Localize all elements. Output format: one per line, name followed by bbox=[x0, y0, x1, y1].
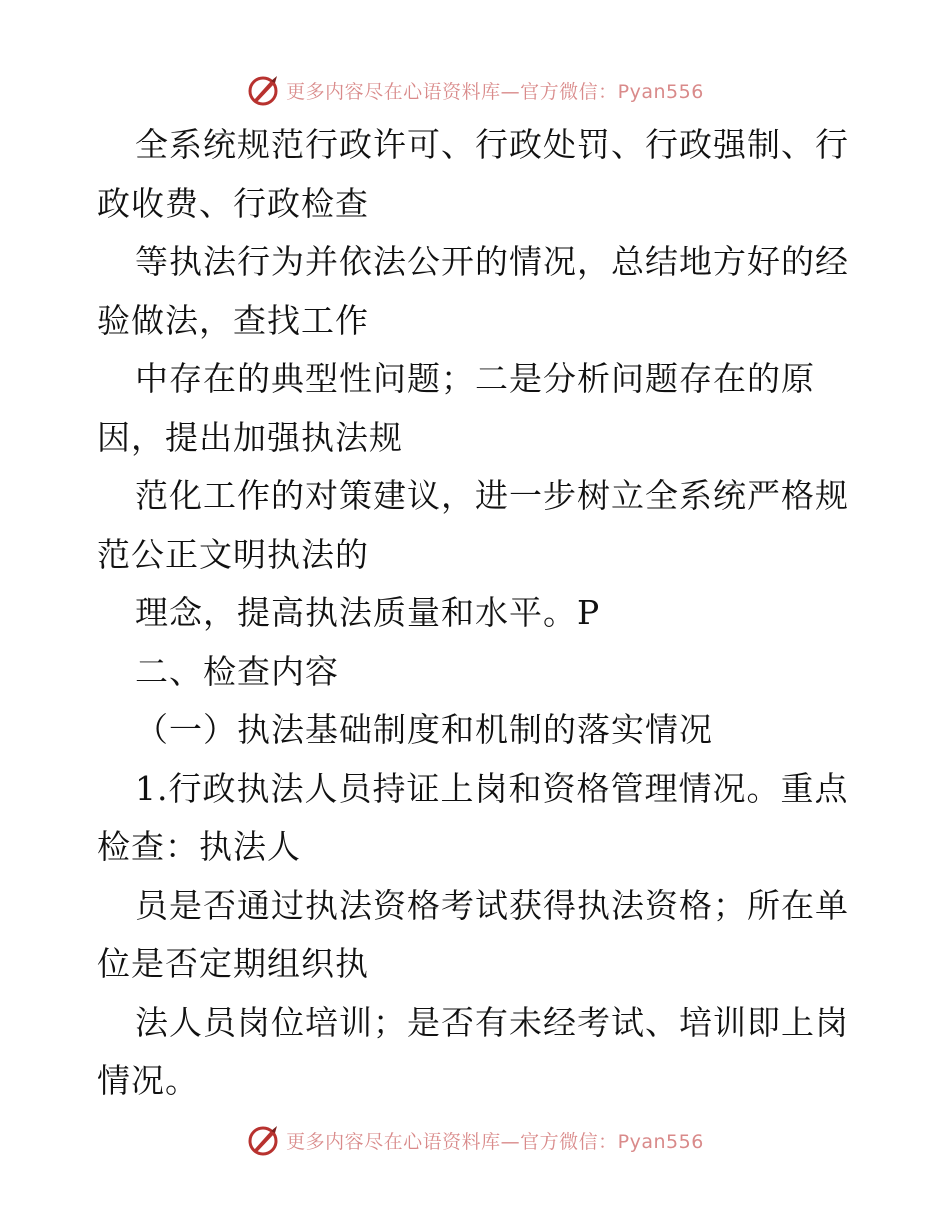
text-line: 范化工作的对策建议，进一步树立全系统严格规 bbox=[135, 476, 849, 515]
text-line: 位是否定期组织执 bbox=[97, 944, 369, 983]
section-heading: 二、检查内容 bbox=[135, 651, 339, 691]
text-line: 等执法行为并依法公开的情况，总结地方好的经 bbox=[135, 242, 849, 281]
text-line: 政收费、行政检查 bbox=[97, 183, 369, 223]
text-line: 法人员岗位培训；是否有未经考试、培训即上岗 bbox=[135, 1002, 849, 1042]
header-watermark bbox=[0, 70, 950, 110]
quill-logo-icon bbox=[246, 73, 280, 107]
subsection-heading: （一）执法基础制度和机制的落实情况 bbox=[135, 710, 713, 749]
text-line: 情况。 bbox=[97, 1061, 199, 1100]
text-line: 理念，提高执法质量和水平。P bbox=[135, 593, 601, 632]
watermark-text: 更多内容尽在心语资料库—官方微信：Pyan556 bbox=[286, 1130, 704, 1153]
text-line: 范公正文明执法的 bbox=[97, 534, 369, 574]
text-line: 员是否通过执法资格考试获得执法资格；所在单 bbox=[135, 885, 849, 925]
text-line: 因，提出加强执法规 bbox=[97, 417, 403, 457]
text-line: 验做法，查找工作 bbox=[97, 300, 369, 340]
text-line: 全系统规范行政许可、行政处罚、行政强制、行 bbox=[135, 125, 849, 164]
text-line: 中存在的典型性问题；二是分析问题存在的原 bbox=[135, 359, 815, 398]
footer-watermark bbox=[0, 1120, 950, 1160]
document-body bbox=[97, 116, 857, 1111]
text-line: 检查：执法人 bbox=[97, 827, 301, 866]
watermark-text: 更多内容尽在心语资料库—官方微信：Pyan556 bbox=[286, 80, 704, 103]
text-line: 1.行政执法人员持证上岗和资格管理情况。重点 bbox=[135, 768, 849, 808]
quill-logo-icon bbox=[246, 1123, 280, 1157]
